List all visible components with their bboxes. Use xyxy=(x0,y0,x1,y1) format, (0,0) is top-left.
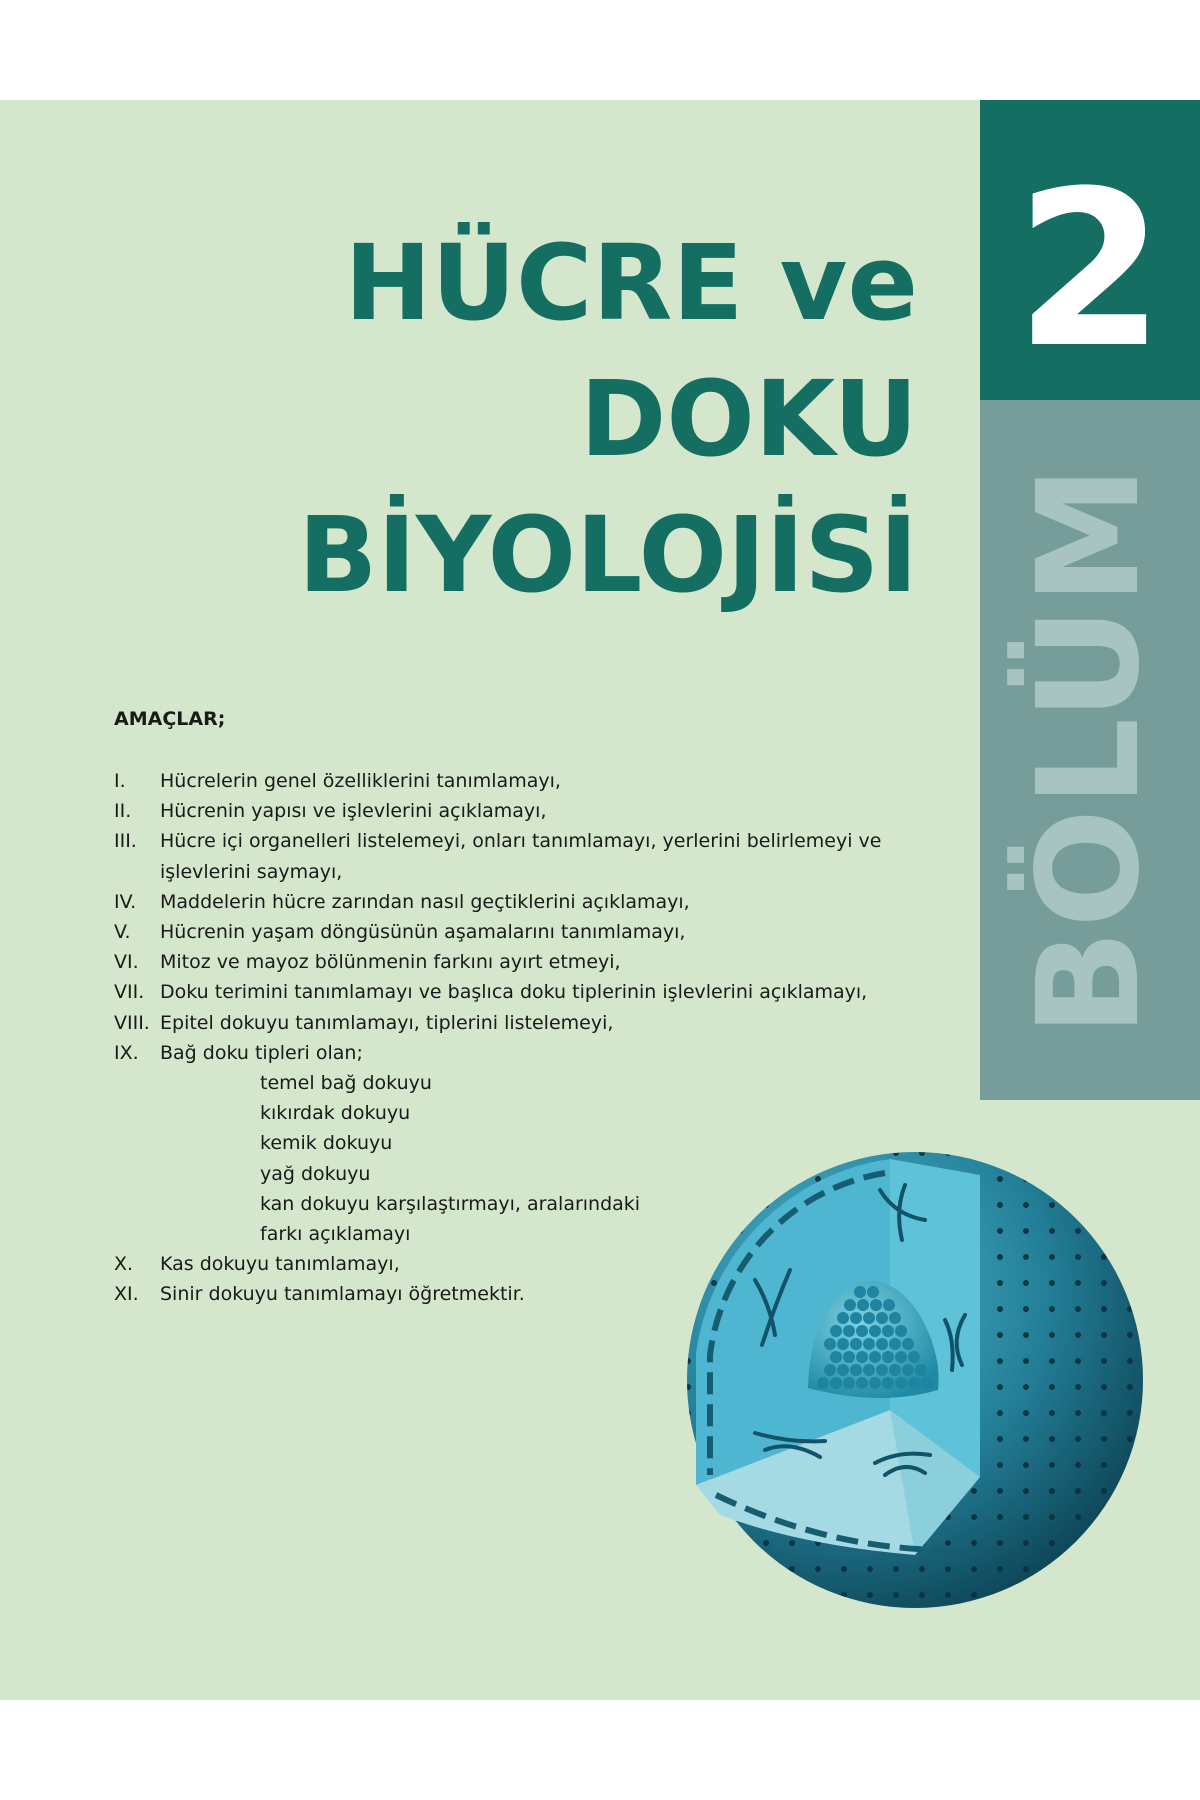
goal-text: Bağ doku tipleri olan; xyxy=(160,1041,363,1064)
goal-item xyxy=(114,887,914,917)
goal-text: Maddelerin hücre zarından nasıl geçtiklerini açıklamayı, xyxy=(160,890,690,913)
chapter-number-box xyxy=(980,100,1200,400)
goal-item xyxy=(114,826,914,886)
goals-heading: AMAÇLAR; xyxy=(114,708,226,730)
goal-number: IX. xyxy=(114,1041,139,1064)
goal-text: Mitoz ve mayoz bölünmenin farkını ayırt etmeyi, xyxy=(160,951,621,974)
goal-text: Hücre içi organelleri listelemeyi, onları tanımlamayı, yerlerini belirlemeyi ve işlevlerini saymayı, xyxy=(160,830,882,883)
goal-text: Doku terimini tanımlamayı ve başlıca doku tiplerinin işlevlerini açıklamayı, xyxy=(160,981,868,1004)
chapter-word-box xyxy=(980,400,1200,1100)
goal-text: Sinir dokuyu tanımlamayı öğretmektir. xyxy=(160,1283,525,1306)
goal-text: Kas dokuyu tanımlamayı, xyxy=(160,1253,400,1276)
goal-item xyxy=(114,796,914,826)
goal-number: III. xyxy=(114,830,137,853)
chapter-title xyxy=(118,215,918,623)
goal-item xyxy=(114,766,914,796)
chapter-number: 2 xyxy=(1015,144,1165,395)
sub-item: farkı açıklamayı xyxy=(260,1223,411,1246)
goal-number: II. xyxy=(114,800,132,823)
goal-number: VII. xyxy=(114,981,145,1004)
goal-text: Hücrelerin genel özelliklerini tanımlamayı, xyxy=(160,770,561,792)
sub-item: kıkırdak dokuyu xyxy=(260,1102,411,1125)
chapter-band xyxy=(980,100,1200,1100)
goal-text: Epitel dokuyu tanımlamayı, tiplerini listelemeyi, xyxy=(160,1011,614,1034)
chapter-word: BÖLÜM xyxy=(1008,463,1171,1037)
goal-text: Hücrenin yaşam döngüsünün aşamalarını tanımlamayı, xyxy=(160,921,686,944)
goal-item xyxy=(114,947,914,977)
goal-item xyxy=(114,917,914,947)
goal-number: I. xyxy=(114,770,126,792)
goal-number: XI. xyxy=(114,1283,139,1306)
sub-item: yağ dokuyu xyxy=(260,1162,371,1185)
goal-text: Hücrenin yapısı ve işlevlerini açıklamayı, xyxy=(160,800,547,823)
goal-number: X. xyxy=(114,1253,134,1276)
sub-item: temel bağ dokuyu xyxy=(260,1072,432,1095)
sub-item: kemik dokuyu xyxy=(260,1132,393,1155)
goal-number: IV. xyxy=(114,890,137,913)
goal-item xyxy=(114,977,914,1007)
goal-number: V. xyxy=(114,921,131,944)
sub-item: kan dokuyu karşılaştırmayı, aralarındaki xyxy=(260,1192,641,1215)
chapter-title-line-3: BİYOLOJİSİ xyxy=(298,494,918,616)
goal-number: VIII. xyxy=(114,1011,150,1034)
chapter-title-line-2: DOKU xyxy=(580,358,918,480)
goal-item xyxy=(114,1008,914,1038)
cell-illustration xyxy=(680,1145,1150,1615)
chapter-title-line-1: HÜCRE ve xyxy=(344,222,918,344)
goal-number: VI. xyxy=(114,951,139,974)
